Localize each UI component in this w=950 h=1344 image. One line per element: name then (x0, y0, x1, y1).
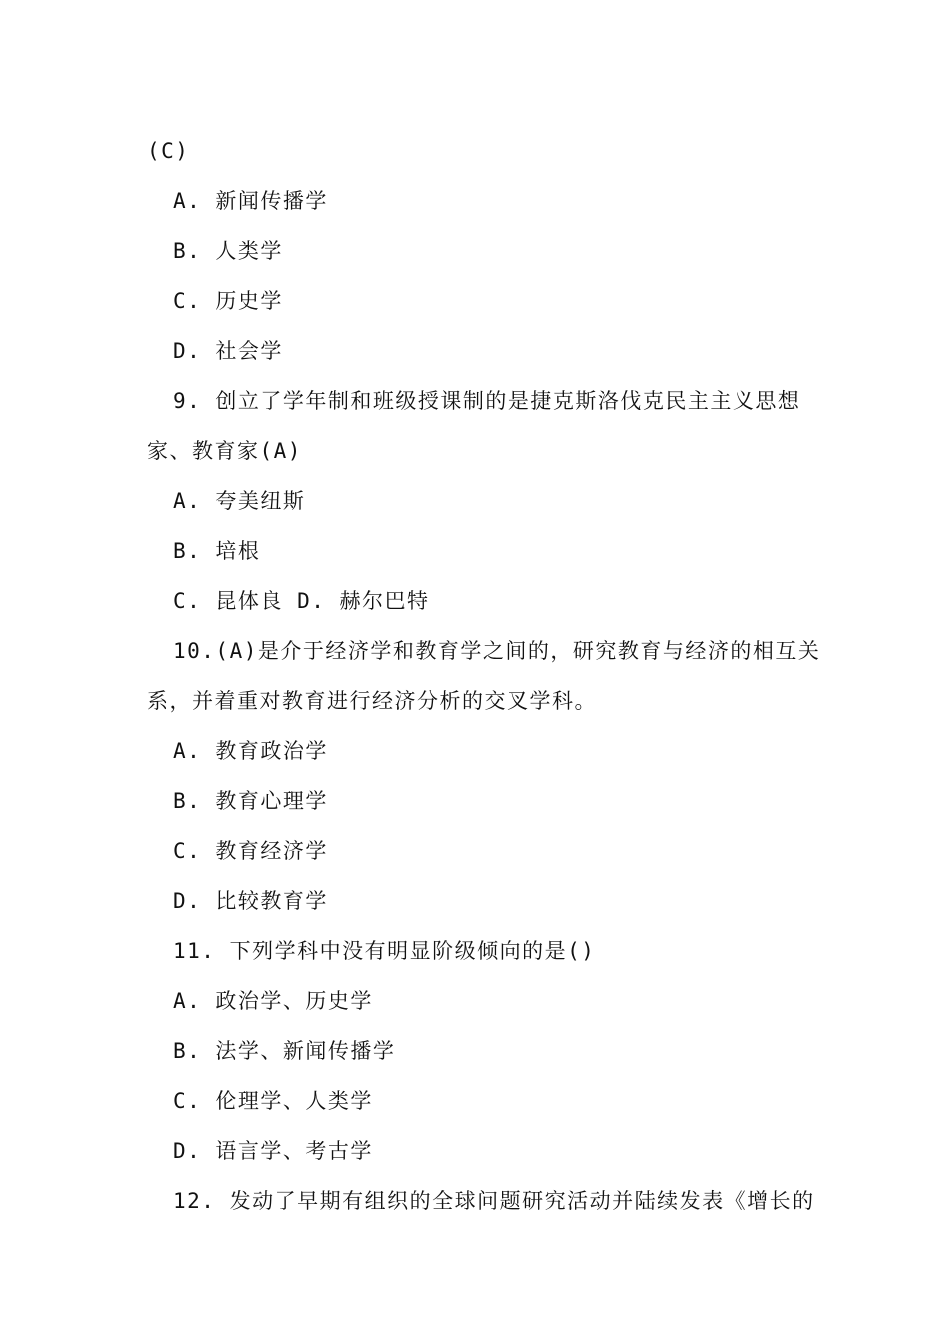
option-c: C. 教育经济学 (173, 839, 328, 863)
question-11: 11. 下列学科中没有明显阶级倾向的是() (173, 939, 596, 963)
option-d: D. 语言学、考古学 (173, 1139, 373, 1163)
question-9-continued: 家、教育家(A) (147, 439, 302, 463)
question-12: 12. 发动了早期有组织的全球问题研究活动并陆续发表《增长的 (173, 1189, 815, 1213)
question-10: 10.(A)是介于经济学和教育学之间的，研究教育与经济的相互关 (173, 639, 821, 663)
option-a: A. 夸美纽斯 (173, 489, 306, 513)
option-d: D. 社会学 (173, 339, 283, 363)
option-a: A. 新闻传播学 (173, 189, 328, 213)
option-b: B. 法学、新闻传播学 (173, 1039, 396, 1063)
option-b: B. 教育心理学 (173, 789, 328, 813)
option-b: B. 人类学 (173, 239, 283, 263)
option-a: A. 政治学、历史学 (173, 989, 373, 1013)
option-c-d: C. 昆体良 D. 赫尔巴特 (173, 589, 430, 613)
question-9: 9. 创立了学年制和班级授课制的是捷克斯洛伐克民主主义思想 (173, 389, 801, 413)
question-10-continued: 系，并着重对教育进行经济分析的交叉学科。 (147, 689, 597, 713)
option-a: A. 教育政治学 (173, 739, 328, 763)
option-d: D. 比较教育学 (173, 889, 328, 913)
answer-line: (C) (147, 139, 190, 163)
option-b: B. 培根 (173, 539, 261, 563)
document-body (147, 126, 821, 1226)
option-c: C. 历史学 (173, 289, 283, 313)
option-c: C. 伦理学、人类学 (173, 1089, 373, 1113)
